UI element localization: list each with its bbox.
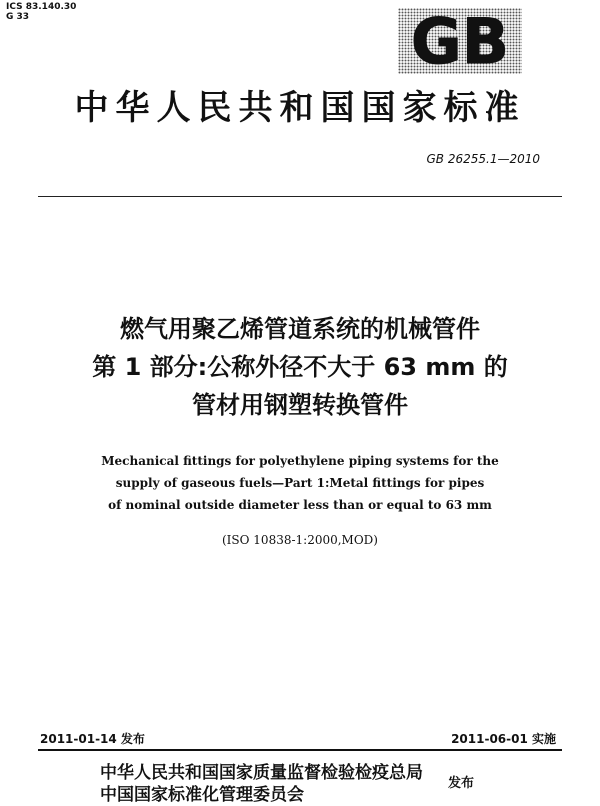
english-title-line: Mechanical fittings for polyethylene piping systems for the <box>101 454 499 468</box>
classification-codes <box>6 2 76 22</box>
chinese-title-line: 燃气用聚乙烯管道系统的机械管件 <box>120 315 480 343</box>
publish-label: 发布 <box>448 776 475 791</box>
implementation-date: 2011-06-01 实施 <box>451 732 556 746</box>
publisher <box>100 762 423 806</box>
english-title-line: of nominal outside diameter less than or equal to 63 mm <box>108 498 492 512</box>
english-title <box>0 450 600 516</box>
iso-reference: (ISO 10838-1:2000,MOD) <box>222 533 378 547</box>
ics-code: ICS 83.140.30 <box>6 2 77 12</box>
issue-date: 2011-01-14 发布 <box>40 732 145 746</box>
gb-logo <box>398 8 522 74</box>
bottom-divider <box>38 749 562 751</box>
top-divider <box>38 196 562 197</box>
chinese-title-line: 管材用钢塑转换管件 <box>192 391 408 419</box>
ccs-code: G 33 <box>6 12 30 22</box>
publisher-line: 中华人民共和国国家质量监督检验检疫总局 <box>100 763 423 783</box>
publisher-line: 中国国家标准化管理委员会 <box>100 785 304 805</box>
standard-title: 中华人民共和国国家标准 <box>74 88 526 128</box>
chinese-title-line: 第 1 部分:公称外径不大于 63 mm 的 <box>92 353 508 381</box>
standard-number: GB 26255.1—2010 <box>426 152 540 166</box>
gb-logo-text: GB <box>410 8 510 74</box>
english-title-line: supply of gaseous fuels—Part 1:Metal fittings for pipes <box>115 476 485 490</box>
chinese-title <box>0 310 600 424</box>
